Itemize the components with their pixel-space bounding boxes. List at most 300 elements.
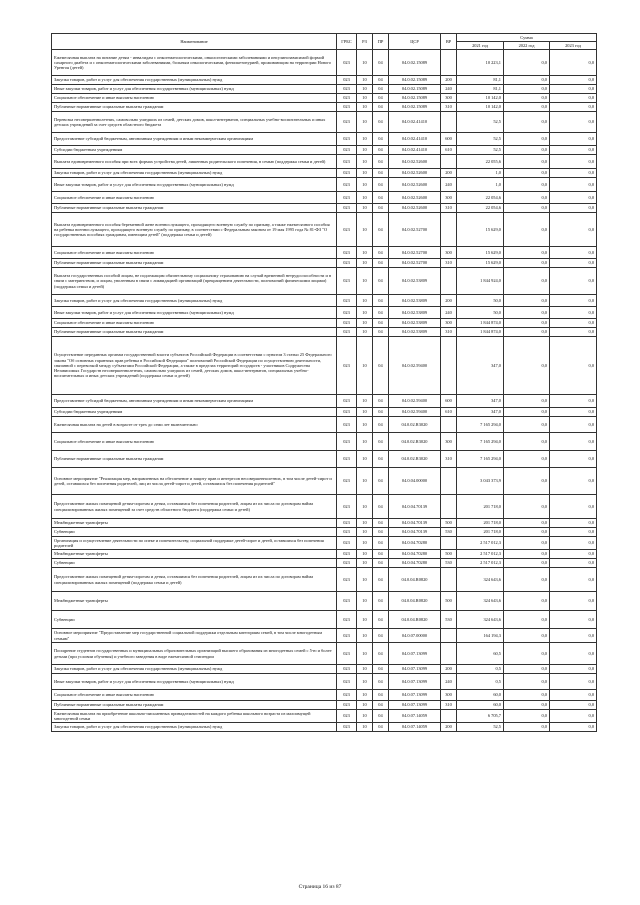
cell-2021: 52,5 <box>457 723 504 732</box>
table-row <box>52 259 597 268</box>
cell-rz: 10 <box>357 204 373 213</box>
cell-grbs: 023 <box>337 76 357 85</box>
cell-2021: 1,0 <box>457 169 504 178</box>
cell-rz: 10 <box>357 155 373 169</box>
cell-name: Выплата единовременного пособия беременной жене военнослужащего, проходящего военную службу по призыву, а также ежемесячного пособия на ребенка военнослужащего, проходящего военную службу по призыву, в соответствии с Федеральным законом от 19 мая 1995 года № 81-ФЗ "О государственных пособиях гражданам, имеющим детей" (поддержка семьи и детей) <box>52 213 337 247</box>
cell-2021: 2 517 012,3 <box>457 537 504 550</box>
cell-2021: 10 142,0 <box>457 94 504 103</box>
cell-2022: 0,0 <box>504 519 550 528</box>
cell-csr: 04.0.07.14059 <box>389 723 441 732</box>
cell-grbs: 023 <box>337 213 357 247</box>
cell-vr: 300 <box>441 433 457 451</box>
cell-csr: 04.0.02.59400 <box>389 408 441 417</box>
cell-2021: 2 517 012,3 <box>457 550 504 559</box>
cell-csr: 04.0.02.15089 <box>389 103 441 112</box>
cell-2021: 50,0 <box>457 307 504 319</box>
cell-2023: 0,0 <box>550 337 597 395</box>
cell-vr: 300 <box>441 319 457 328</box>
cell-csr: 04.0.02.15089 <box>389 50 441 76</box>
cell-2023: 0,0 <box>550 178 597 192</box>
cell-name: Межбюджетные трансферты <box>52 519 337 528</box>
cell-pr: 04 <box>373 337 389 395</box>
cell-vr <box>441 112 457 133</box>
cell-rz: 10 <box>357 76 373 85</box>
cell-2021: 7 165 294,0 <box>457 417 504 433</box>
cell-grbs: 023 <box>337 519 357 528</box>
cell-grbs: 023 <box>337 268 357 295</box>
table-row <box>52 247 597 259</box>
table-row <box>52 723 597 732</box>
cell-rz: 10 <box>357 94 373 103</box>
cell-2023: 0,0 <box>550 528 597 537</box>
cell-pr: 04 <box>373 213 389 247</box>
cell-rz: 10 <box>357 319 373 328</box>
cell-grbs: 023 <box>337 643 357 665</box>
cell-name: Социальное обеспечение и иные выплаты населению <box>52 247 337 259</box>
cell-2022: 0,0 <box>504 204 550 213</box>
table-row <box>52 204 597 213</box>
cell-csr: 04.0.02.52700 <box>389 259 441 268</box>
cell-2022: 0,0 <box>504 408 550 417</box>
cell-grbs: 023 <box>337 328 357 337</box>
cell-2022: 0,0 <box>504 103 550 112</box>
cell-2021: 2 517 012,3 <box>457 559 504 568</box>
cell-rz: 10 <box>357 568 373 592</box>
cell-csr: 04.0.02.53809 <box>389 295 441 307</box>
cell-2021: 22 055,6 <box>457 155 504 169</box>
table-row <box>52 268 597 295</box>
table-row <box>52 537 597 550</box>
cell-pr: 04 <box>373 259 389 268</box>
cell-grbs: 023 <box>337 629 357 643</box>
cell-2022: 0,0 <box>504 268 550 295</box>
cell-name: Субвенции <box>52 611 337 629</box>
cell-rz: 10 <box>357 247 373 259</box>
cell-pr: 04 <box>373 665 389 674</box>
cell-vr <box>441 337 457 395</box>
cell-grbs: 023 <box>337 178 357 192</box>
cell-name: Ежемесячная выплата на приобретение школьно-письменных принадлежностей на каждого ребенка школьного возраста из малоимущей многодетной семьи <box>52 710 337 723</box>
cell-2022: 0,0 <box>504 433 550 451</box>
cell-2023: 0,0 <box>550 701 597 710</box>
cell-rz: 10 <box>357 674 373 690</box>
cell-grbs: 023 <box>337 146 357 155</box>
cell-name: Субсидии бюджетным учреждениям <box>52 408 337 417</box>
cell-2022: 0,0 <box>504 395 550 408</box>
cell-grbs: 023 <box>337 204 357 213</box>
cell-pr: 04 <box>373 247 389 259</box>
cell-2023: 0,0 <box>550 417 597 433</box>
cell-2022: 0,0 <box>504 495 550 519</box>
cell-rz: 10 <box>357 665 373 674</box>
table-row <box>52 495 597 519</box>
cell-pr: 04 <box>373 112 389 133</box>
cell-vr <box>441 213 457 247</box>
cell-2022: 0,0 <box>504 592 550 611</box>
cell-pr: 04 <box>373 611 389 629</box>
cell-rz: 10 <box>357 519 373 528</box>
cell-rz: 10 <box>357 690 373 701</box>
cell-csr: 04.0.02.15089 <box>389 94 441 103</box>
cell-pr: 04 <box>373 643 389 665</box>
cell-2022: 0,0 <box>504 192 550 204</box>
cell-2021: 347,0 <box>457 395 504 408</box>
cell-grbs: 023 <box>337 337 357 395</box>
cell-csr: 04.0.02.53809 <box>389 319 441 328</box>
cell-pr: 04 <box>373 103 389 112</box>
cell-vr: 310 <box>441 259 457 268</box>
cell-2023: 0,0 <box>550 146 597 155</box>
cell-2021: 60,0 <box>457 690 504 701</box>
table-row <box>52 76 597 85</box>
cell-rz: 10 <box>357 259 373 268</box>
cell-2023: 0,0 <box>550 85 597 94</box>
table-row <box>52 192 597 204</box>
cell-2023: 0,0 <box>550 451 597 468</box>
cell-name: Публичные нормативные социальные выплаты гражданам <box>52 701 337 710</box>
table-body <box>52 50 597 732</box>
cell-2023: 0,0 <box>550 550 597 559</box>
cell-rz: 10 <box>357 408 373 417</box>
cell-2023: 0,0 <box>550 495 597 519</box>
cell-name: Ежемесячная выплата на питание детям - инвалидам с онкогематологическими, онкологическими заболеваниями и инсулинозависимой формой сахарного диабета и с онкогематологическими заболеваниями, больным онкологическими, фенилкетонурией, проживающим на территории Нового Уренгоя (детей) <box>52 50 337 76</box>
cell-2021: 15 629,0 <box>457 247 504 259</box>
cell-pr: 04 <box>373 433 389 451</box>
cell-grbs: 023 <box>337 94 357 103</box>
cell-2021: 15 629,0 <box>457 259 504 268</box>
table-row <box>52 433 597 451</box>
header-name: Наименование <box>52 34 337 50</box>
cell-2022: 0,0 <box>504 611 550 629</box>
table-row <box>52 528 597 537</box>
cell-name: Выплата государственных пособий лицам, не подлежащим обязательному социальному страхованию на случай временной нетрудоспособности и в связи с материнством, и лицам, уволенным в связи с ликвидацией организаций (прекращением деятельности, полномочий физическими лицами) (поддержка семьи и детей) <box>52 268 337 295</box>
cell-csr: 04.0.02.R3020 <box>389 451 441 468</box>
cell-2021: 201 718,0 <box>457 495 504 519</box>
cell-rz: 10 <box>357 395 373 408</box>
cell-vr: 310 <box>441 204 457 213</box>
cell-csr: 04.0.02.R3020 <box>389 417 441 433</box>
cell-vr: 200 <box>441 295 457 307</box>
cell-2021: 3 043 373,9 <box>457 468 504 495</box>
cell-name: Публичные нормативные социальные выплаты гражданам <box>52 259 337 268</box>
cell-pr: 04 <box>373 550 389 559</box>
cell-pr: 04 <box>373 146 389 155</box>
cell-rz: 10 <box>357 701 373 710</box>
cell-vr: 600 <box>441 395 457 408</box>
cell-grbs: 023 <box>337 133 357 146</box>
cell-2021: 164 194,3 <box>457 629 504 643</box>
cell-2023: 0,0 <box>550 629 597 643</box>
cell-name: Перевозка несовершеннолетних, самовольно ушедших из семей, детских домов, школ-интернатов, специальных учебно-воспитательных и иных детских учреждений за счет средств областного бюджета <box>52 112 337 133</box>
header-pr: ПР <box>373 34 389 50</box>
cell-pr: 04 <box>373 155 389 169</box>
cell-csr: 04.0.02.52700 <box>389 247 441 259</box>
cell-vr <box>441 568 457 592</box>
cell-2022: 0,0 <box>504 643 550 665</box>
cell-2023: 0,0 <box>550 723 597 732</box>
table-row <box>52 328 597 337</box>
cell-rz: 10 <box>357 417 373 433</box>
cell-rz: 10 <box>357 710 373 723</box>
cell-name: Основное мероприятие "Предоставление мер государственной социальной поддержки отдельным категориям семей, в том числе многодетным семьям" <box>52 629 337 643</box>
table-row <box>52 710 597 723</box>
cell-2022: 0,0 <box>504 178 550 192</box>
cell-rz: 10 <box>357 295 373 307</box>
cell-grbs: 023 <box>337 690 357 701</box>
cell-2021: 347,0 <box>457 408 504 417</box>
cell-pr: 04 <box>373 204 389 213</box>
cell-csr: 04.0.02.41410 <box>389 112 441 133</box>
header-2023: 2023 год <box>550 42 597 50</box>
cell-grbs: 023 <box>337 674 357 690</box>
cell-pr: 04 <box>373 50 389 76</box>
cell-rz: 10 <box>357 528 373 537</box>
header-2022: 2022 год <box>504 42 550 50</box>
cell-2023: 0,0 <box>550 690 597 701</box>
cell-pr: 04 <box>373 76 389 85</box>
table-row <box>52 395 597 408</box>
cell-pr: 04 <box>373 192 389 204</box>
cell-2023: 0,0 <box>550 133 597 146</box>
cell-csr: 04.0.02.52600 <box>389 192 441 204</box>
cell-csr: 04.0.04.70139 <box>389 528 441 537</box>
table-row <box>52 50 597 76</box>
cell-rz: 10 <box>357 495 373 519</box>
cell-vr: 300 <box>441 247 457 259</box>
cell-2023: 0,0 <box>550 169 597 178</box>
cell-vr: 600 <box>441 133 457 146</box>
cell-rz: 10 <box>357 559 373 568</box>
cell-csr: 04.0.02.41410 <box>389 146 441 155</box>
cell-2021: 7 165 294,0 <box>457 433 504 451</box>
cell-vr <box>441 643 457 665</box>
cell-2023: 0,0 <box>550 192 597 204</box>
table-row <box>52 112 597 133</box>
cell-name: Поощрение студентов государственных и муниципальных образовательных организаций высшего образования из многодетных семей с 5-ю и более детьми (при условии обучения) и учебного заведения в виде ежемесячной стипендии <box>52 643 337 665</box>
cell-csr: 04.0.02.15089 <box>389 76 441 85</box>
cell-pr: 04 <box>373 85 389 94</box>
cell-2023: 0,0 <box>550 319 597 328</box>
cell-2023: 0,0 <box>550 328 597 337</box>
cell-name: Основное мероприятие "Реализация мер, направленных на обеспечение и защиту прав и интересов несовершеннолетних, в том числе детей-сирот и детей, оставшихся без попечения родителей, лиц из числа детей-сирот и детей, оставшихся без попечения родителей" <box>52 468 337 495</box>
cell-2021: 347,0 <box>457 337 504 395</box>
table-row <box>52 213 597 247</box>
cell-name: Иные закупки товаров, работ и услуг для обеспечения государственных (муниципальных) нужд <box>52 178 337 192</box>
cell-2022: 0,0 <box>504 133 550 146</box>
cell-pr: 04 <box>373 674 389 690</box>
cell-vr: 300 <box>441 690 457 701</box>
cell-rz: 10 <box>357 723 373 732</box>
cell-csr: 04.0.02.52600 <box>389 178 441 192</box>
cell-2022: 0,0 <box>504 259 550 268</box>
cell-name: Иные закупки товаров, работ и услуг для обеспечения государственных (муниципальных) нужд <box>52 85 337 94</box>
cell-2023: 0,0 <box>550 204 597 213</box>
table-row <box>52 629 597 643</box>
cell-name: Закупка товаров, работ и услуг для обеспечения государственных (муниципальных) нужд <box>52 169 337 178</box>
cell-name: Предоставление жилых помещений детям-сиротам и детям, оставшимся без попечения родителей, лицам из их числа по договорам найма специализированных жилых помещений (поддержка семьи и детей) <box>52 568 337 592</box>
cell-name: Ежемесячная выплата на детей в возрасте от трех до семи лет включительно <box>52 417 337 433</box>
cell-csr: 04.0.04.70139 <box>389 495 441 519</box>
cell-2021: 22 054,6 <box>457 204 504 213</box>
cell-rz: 10 <box>357 433 373 451</box>
cell-csr: 04.0.02.41410 <box>389 133 441 146</box>
cell-2022: 0,0 <box>504 247 550 259</box>
cell-rz: 10 <box>357 178 373 192</box>
cell-pr: 04 <box>373 559 389 568</box>
cell-grbs: 023 <box>337 710 357 723</box>
cell-csr: 04.0.04.70280 <box>389 550 441 559</box>
cell-csr: 04.0.02.52600 <box>389 155 441 169</box>
cell-name: Межбюджетные трансферты <box>52 550 337 559</box>
cell-2021: 0,5 <box>457 674 504 690</box>
cell-vr <box>441 417 457 433</box>
cell-2021: 201 718,0 <box>457 519 504 528</box>
cell-pr: 04 <box>373 295 389 307</box>
header-vr: ВР <box>441 34 457 50</box>
cell-csr: 04.0.07.14059 <box>389 710 441 723</box>
cell-vr: 200 <box>441 169 457 178</box>
header-rz: РЗ <box>357 34 373 50</box>
cell-2023: 0,0 <box>550 50 597 76</box>
cell-pr: 04 <box>373 328 389 337</box>
cell-rz: 10 <box>357 169 373 178</box>
cell-grbs: 023 <box>337 85 357 94</box>
cell-2021: 52,5 <box>457 133 504 146</box>
cell-2022: 0,0 <box>504 710 550 723</box>
cell-name: Иные закупки товаров, работ и услуг для обеспечения государственных (муниципальных) нужд <box>52 307 337 319</box>
cell-pr: 04 <box>373 94 389 103</box>
cell-2021: 1 844 874,0 <box>457 328 504 337</box>
cell-2023: 0,0 <box>550 295 597 307</box>
header-csr: ЦСР <box>389 34 441 50</box>
cell-rz: 10 <box>357 133 373 146</box>
cell-2023: 0,0 <box>550 268 597 295</box>
table-row <box>52 674 597 690</box>
cell-grbs: 023 <box>337 433 357 451</box>
cell-name: Публичные нормативные социальные выплаты гражданам <box>52 328 337 337</box>
cell-rz: 10 <box>357 592 373 611</box>
cell-2021: 81,1 <box>457 76 504 85</box>
table-row <box>52 146 597 155</box>
cell-2022: 0,0 <box>504 537 550 550</box>
cell-rz: 10 <box>357 112 373 133</box>
cell-2022: 0,0 <box>504 559 550 568</box>
table-row <box>52 408 597 417</box>
cell-2021: 10 223,1 <box>457 50 504 76</box>
table-row <box>52 178 597 192</box>
table-row <box>52 295 597 307</box>
cell-pr: 04 <box>373 528 389 537</box>
cell-rz: 10 <box>357 629 373 643</box>
cell-grbs: 023 <box>337 155 357 169</box>
cell-2022: 0,0 <box>504 568 550 592</box>
cell-2022: 0,0 <box>504 155 550 169</box>
budget-table-sheet <box>51 33 596 732</box>
cell-2022: 0,0 <box>504 307 550 319</box>
cell-2022: 0,0 <box>504 665 550 674</box>
cell-rz: 10 <box>357 307 373 319</box>
cell-vr: 500 <box>441 592 457 611</box>
cell-csr: 04.0.02.53809 <box>389 268 441 295</box>
cell-vr: 200 <box>441 76 457 85</box>
cell-2022: 0,0 <box>504 451 550 468</box>
table-row <box>52 155 597 169</box>
cell-rz: 10 <box>357 85 373 94</box>
cell-pr: 04 <box>373 710 389 723</box>
cell-pr: 04 <box>373 568 389 592</box>
cell-rz: 10 <box>357 192 373 204</box>
table-row <box>52 550 597 559</box>
table-row <box>52 690 597 701</box>
cell-2023: 0,0 <box>550 247 597 259</box>
cell-pr: 04 <box>373 701 389 710</box>
cell-2021: 0,5 <box>457 665 504 674</box>
cell-2023: 0,0 <box>550 674 597 690</box>
cell-name: Публичные нормативные социальные выплаты гражданам <box>52 451 337 468</box>
cell-vr: 610 <box>441 146 457 155</box>
cell-2022: 0,0 <box>504 94 550 103</box>
table-row <box>52 319 597 328</box>
table-row <box>52 701 597 710</box>
cell-rz: 10 <box>357 550 373 559</box>
cell-grbs: 023 <box>337 112 357 133</box>
cell-2022: 0,0 <box>504 112 550 133</box>
table-row <box>52 468 597 495</box>
cell-grbs: 023 <box>337 295 357 307</box>
cell-vr <box>441 468 457 495</box>
cell-vr <box>441 268 457 295</box>
cell-vr: 310 <box>441 103 457 112</box>
cell-csr: 04.0.02.59400 <box>389 395 441 408</box>
cell-csr: 04.0.07.00000 <box>389 629 441 643</box>
cell-2022: 0,0 <box>504 629 550 643</box>
cell-2022: 0,0 <box>504 468 550 495</box>
cell-vr: 310 <box>441 328 457 337</box>
cell-vr: 200 <box>441 723 457 732</box>
cell-grbs: 023 <box>337 50 357 76</box>
cell-2021: 1 844 874,0 <box>457 319 504 328</box>
table-row <box>52 103 597 112</box>
cell-2021: 1,0 <box>457 178 504 192</box>
cell-grbs: 023 <box>337 559 357 568</box>
table-row <box>52 519 597 528</box>
cell-rz: 10 <box>357 337 373 395</box>
cell-2023: 0,0 <box>550 408 597 417</box>
cell-2023: 0,0 <box>550 665 597 674</box>
cell-csr: 04.0.04.70280 <box>389 559 441 568</box>
cell-vr: 530 <box>441 611 457 629</box>
cell-grbs: 023 <box>337 259 357 268</box>
cell-vr <box>441 50 457 76</box>
cell-vr <box>441 537 457 550</box>
table-row <box>52 559 597 568</box>
cell-name: Субсидии бюджетным учреждениям <box>52 146 337 155</box>
cell-2023: 0,0 <box>550 395 597 408</box>
cell-2021: 324 643,6 <box>457 568 504 592</box>
cell-csr: 04.0.07.13099 <box>389 701 441 710</box>
cell-csr: 04.0.02.52600 <box>389 169 441 178</box>
cell-pr: 04 <box>373 690 389 701</box>
table-row <box>52 592 597 611</box>
header-2021: 2021 год <box>457 42 504 50</box>
cell-name: Закупка товаров, работ и услуг для обеспечения государственных (муниципальных) нужд <box>52 295 337 307</box>
cell-pr: 04 <box>373 723 389 732</box>
table-row <box>52 451 597 468</box>
cell-pr: 04 <box>373 468 389 495</box>
cell-csr: 04.0.04.R0820 <box>389 568 441 592</box>
cell-vr: 310 <box>441 701 457 710</box>
cell-2023: 0,0 <box>550 307 597 319</box>
